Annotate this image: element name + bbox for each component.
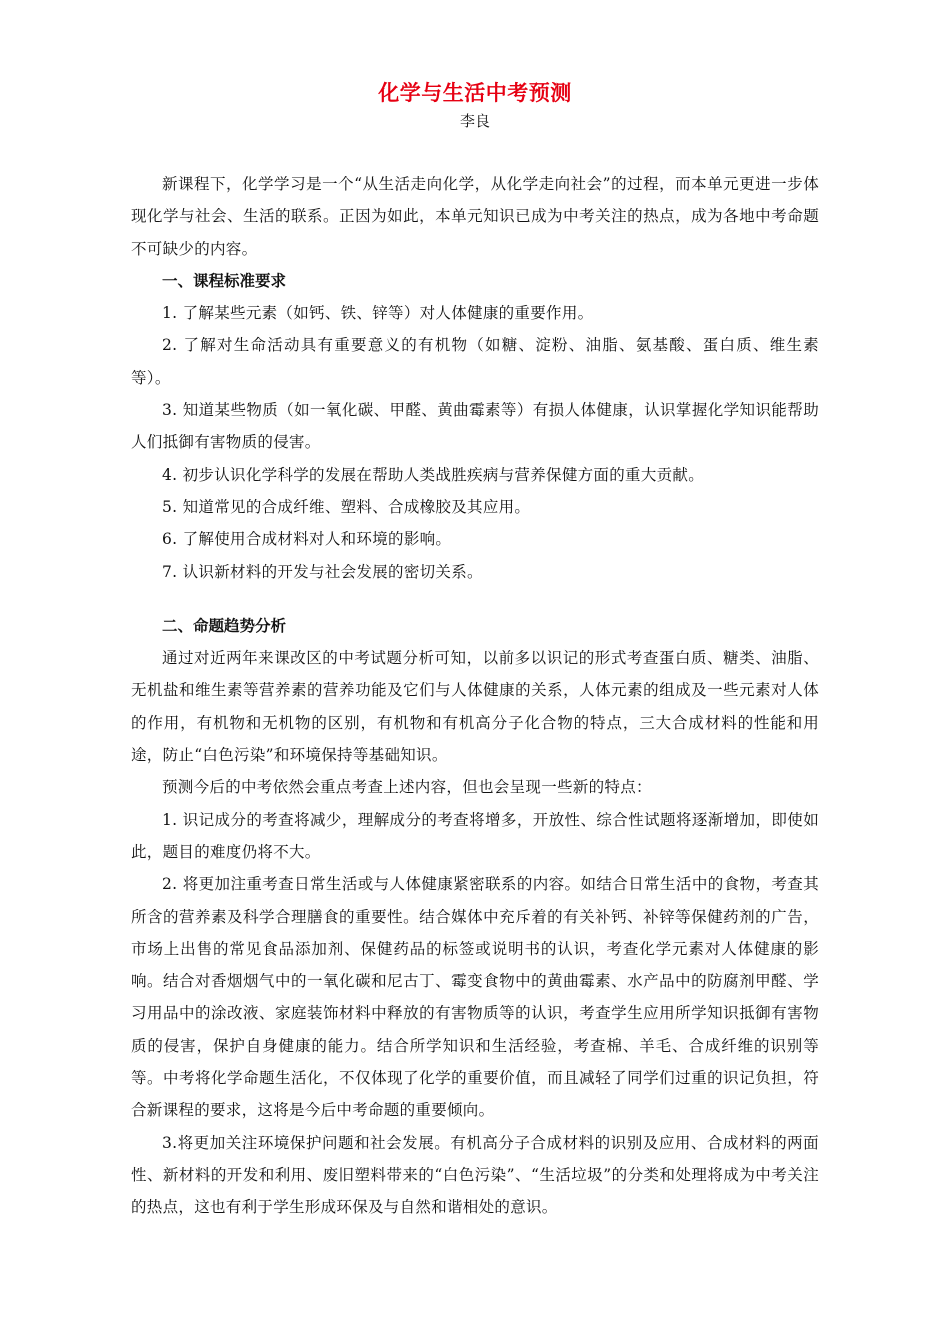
section-heading-trends: 二、命题趋势分析	[162, 616, 287, 635]
standards-item: 1. 了解某些元素（如钙、铁、锌等）对人体健康的重要作用。	[162, 304, 594, 323]
document-title: 化学与生活中考预测	[378, 81, 572, 105]
intro-paragraph: 新课程下，化学学习是一个“从生活走向化学，从化学走向社会”的过程，而本单元更进一步体现化学与社会、生活的联系。正因为如此，本单元知识已成为中考关注的热点，成为各地中考命题不可缺少的内容。	[131, 175, 819, 258]
section-spacer	[131, 588, 819, 610]
standards-item: 4. 初步认识化学科学的发展在帮助人类战胜疾病与营养保健方面的重大贡献。	[162, 465, 705, 484]
trends-item: 1. 识记成分的考查将减少，理解成分的考查将增多，开放性、综合性试题将逐渐增加，即使如此，题目的难度仍将不大。	[131, 810, 819, 861]
trends-paragraph: 预测今后的中考依然会重点考查上述内容，但也会呈现一些新的特点：	[162, 778, 652, 797]
standards-item: 7. 认识新材料的开发与社会发展的密切关系。	[162, 562, 483, 581]
document-author: 李良	[459, 112, 490, 130]
section-heading-standards: 一、课程标准要求	[162, 271, 287, 290]
standards-item: 5. 知道常见的合成纤维、塑料、合成橡胶及其应用。	[162, 497, 531, 516]
trends-paragraph: 通过对近两年来课改区的中考试题分析可知，以前多以识记的形式考查蛋白质、糖类、油脂、无机盐和维生素等营养素的营养功能及它们与人体健康的关系，人体元素的组成及一些元素对人体的作用，有机物和无机物的区别，有机物和有机高分子化合物的特点，三大合成材料的性能和用途，防止“白色污染”和环境保持等基础知识。	[131, 649, 819, 765]
trends-item: 2. 将更加注重考查日常生活或与人体健康紧密联系的内容。如结合日常生活中的食物，考查其所含的营养素及科学合理膳食的重要性。结合媒体中充斥着的有关补钙、补锌等保健药剂的广告，市场上出售的常见食品添加剂、保健药品的标签或说明书的认识，考查化学元素对人体健康的影响。结合对香烟烟气中的一氧化碳和尼古丁、霉变食物中的黄曲霉素、水产品中的防腐剂甲醛、学习用品中的涂改液、家庭装饰材料中释放的有害物质等的认识，考查学生应用所学知识抵御有害物质的侵害，保护自身健康的能力。结合所学知识和生活经验，考查棉、羊毛、合成纤维的识别等等。中考将化学命题生活化，不仅体现了化学的重要价值，而且减轻了同学们过重的识记负担，符合新课程的要求，这将是今后中考命题的重要倾向。	[131, 875, 819, 1120]
standards-item: 6. 了解使用合成材料对人和环境的影响。	[162, 530, 452, 549]
standards-item: 2. 了解对生命活动具有重要意义的有机物（如糖、淀粉、油脂、氨基酸、蛋白质、维生素等）。	[131, 336, 819, 387]
standards-item: 3. 知道某些物质（如一氧化碳、甲醛、黄曲霉素等）有损人体健康，认识掌握化学知识能帮助人们抵御有害物质的侵害。	[131, 401, 819, 452]
document-page	[131, 78, 819, 1224]
document-body	[131, 168, 819, 1224]
trends-item: 3.将更加关注环境保护问题和社会发展。有机高分子合成材料的识别及应用、合成材料的两面性、新材料的开发和利用、废旧塑料带来的“白色污染”、“生活垃圾”的分类和处理将成为中考关注的热点，这也有利于学生形成环保及与自然和谐相处的意识。	[131, 1133, 819, 1217]
